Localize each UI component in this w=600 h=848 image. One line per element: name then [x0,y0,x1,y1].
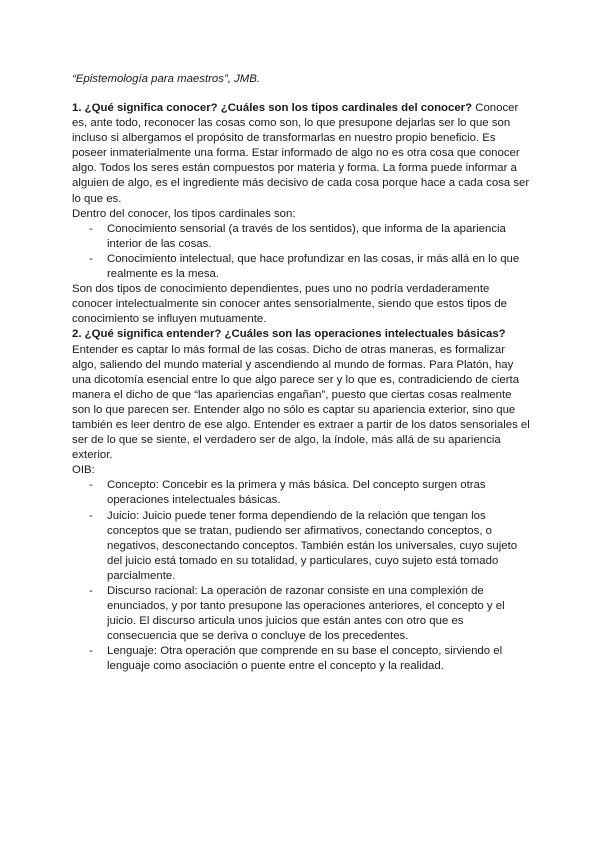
list-item-text: Juicio: Juicio puede tener forma dependiendo de la relación que tengan los conceptos que se tratan, pudiendo ser afirmativos, conectando conceptos, o negativos, desconectando conceptos. También están los universales, cuyo sujeto del juicio está tomado en su totalidad, y particulares, cuyo sujeto está tomado parcialmente. [107,509,518,582]
section-2-list [72,478,530,674]
section-1-question: 1. ¿Qué significa conocer? ¿Cuáles son los tipos cardinales del conocer? [72,102,473,114]
document-subtitle: “Epistemología para maestros”, JMB. [72,73,261,85]
list-item [72,252,530,282]
dash-bullet: - [89,252,93,265]
list-item [72,478,530,508]
dash-bullet: - [89,509,93,522]
section-1-paragraph [72,101,530,207]
list-item [72,222,530,252]
document-body [72,101,530,675]
section-1-answer: Conocer es, ante todo, reconocer las cosas como son, lo que presupone dejarlas ser lo que son incluso si albergamos el propósito de transformarlas en nuestro propio beneficio. Es poseer inmaterialmente una forma. Estar informado de algo no es otra cosa que conocer algo. Todos los seres están compuestos por materia y forma. La forma puede informar a alguien de algo, es el ingrediente más decisivo de cada cosa porque hace a cada cosa ser lo que es. [72,102,530,205]
list-item-text: Discurso racional: La operación de razonar consiste en una complexión de enunciados, y por tanto presupone las operaciones anteriores, el concepto y el juicio. El discurso articula unos juicios que están antes con otro que es consecuencia que se deriva o concluye de los precedentes. [107,585,505,643]
section-2-answer: Entender es captar lo más formal de las cosas. Dicho de otras maneras, es formalizar algo, saliendo del mundo material y ascendiendo al mundo de formas. Para Platón, hay una dicotomía esencial entre lo que algo parece ser y lo que es, contradiciendo de cierta manera el dicho de que “las apariencias engañan”, puesto que ciertas cosas realmente son lo que parecen ser. Entender algo no sólo es captar su apariencia exterior, sino que también es leer dentro de ese algo. Entender es extraer a partir de los datos sensoriales el ser de lo que se siente, el verdadero ser de algo, la índole, más allá de su apariencia exterior. [72,343,530,462]
section-1-closing: Son dos tipos de conocimiento dependientes, pues uno no podría verdaderamente conocer intelectualmente sin conocer antes sensorialmente, siendo que estos tipos de conocimiento se influyen mutuamente. [72,283,508,326]
section-1-intro: Dentro del conocer, los tipos cardinales son: [72,207,296,220]
list-item [72,509,530,584]
section-2-question: 2. ¿Qué significa entender? ¿Cuáles son las operaciones intelectuales básicas? [72,328,506,341]
section-1-list [72,222,530,282]
list-item [72,584,530,644]
section-2-intro: OIB: [72,464,95,477]
list-item-text: Lenguaje: Otra operación que comprende en su base el concepto, sirviendo el lenguaje como asociación o puente entre el concepto y la realidad. [107,645,503,673]
list-item [72,644,530,674]
list-item-text: Concepto: Concebir es la primera y más básica. Del concepto surgen otras operaciones intelectuales básicas. [107,479,486,507]
list-item-text: Conocimiento intelectual, que hace profundizar en las cosas, ir más allá en lo que realmente es la mesa. [107,252,520,281]
dash-bullet: - [89,585,93,597]
dash-bullet: - [89,479,93,492]
list-item-text: Conocimiento sensorial (a través de los sentidos), que informa de la apariencia interior de las cosas. [107,222,506,250]
dash-bullet: - [89,645,93,658]
dash-bullet: - [89,222,93,235]
